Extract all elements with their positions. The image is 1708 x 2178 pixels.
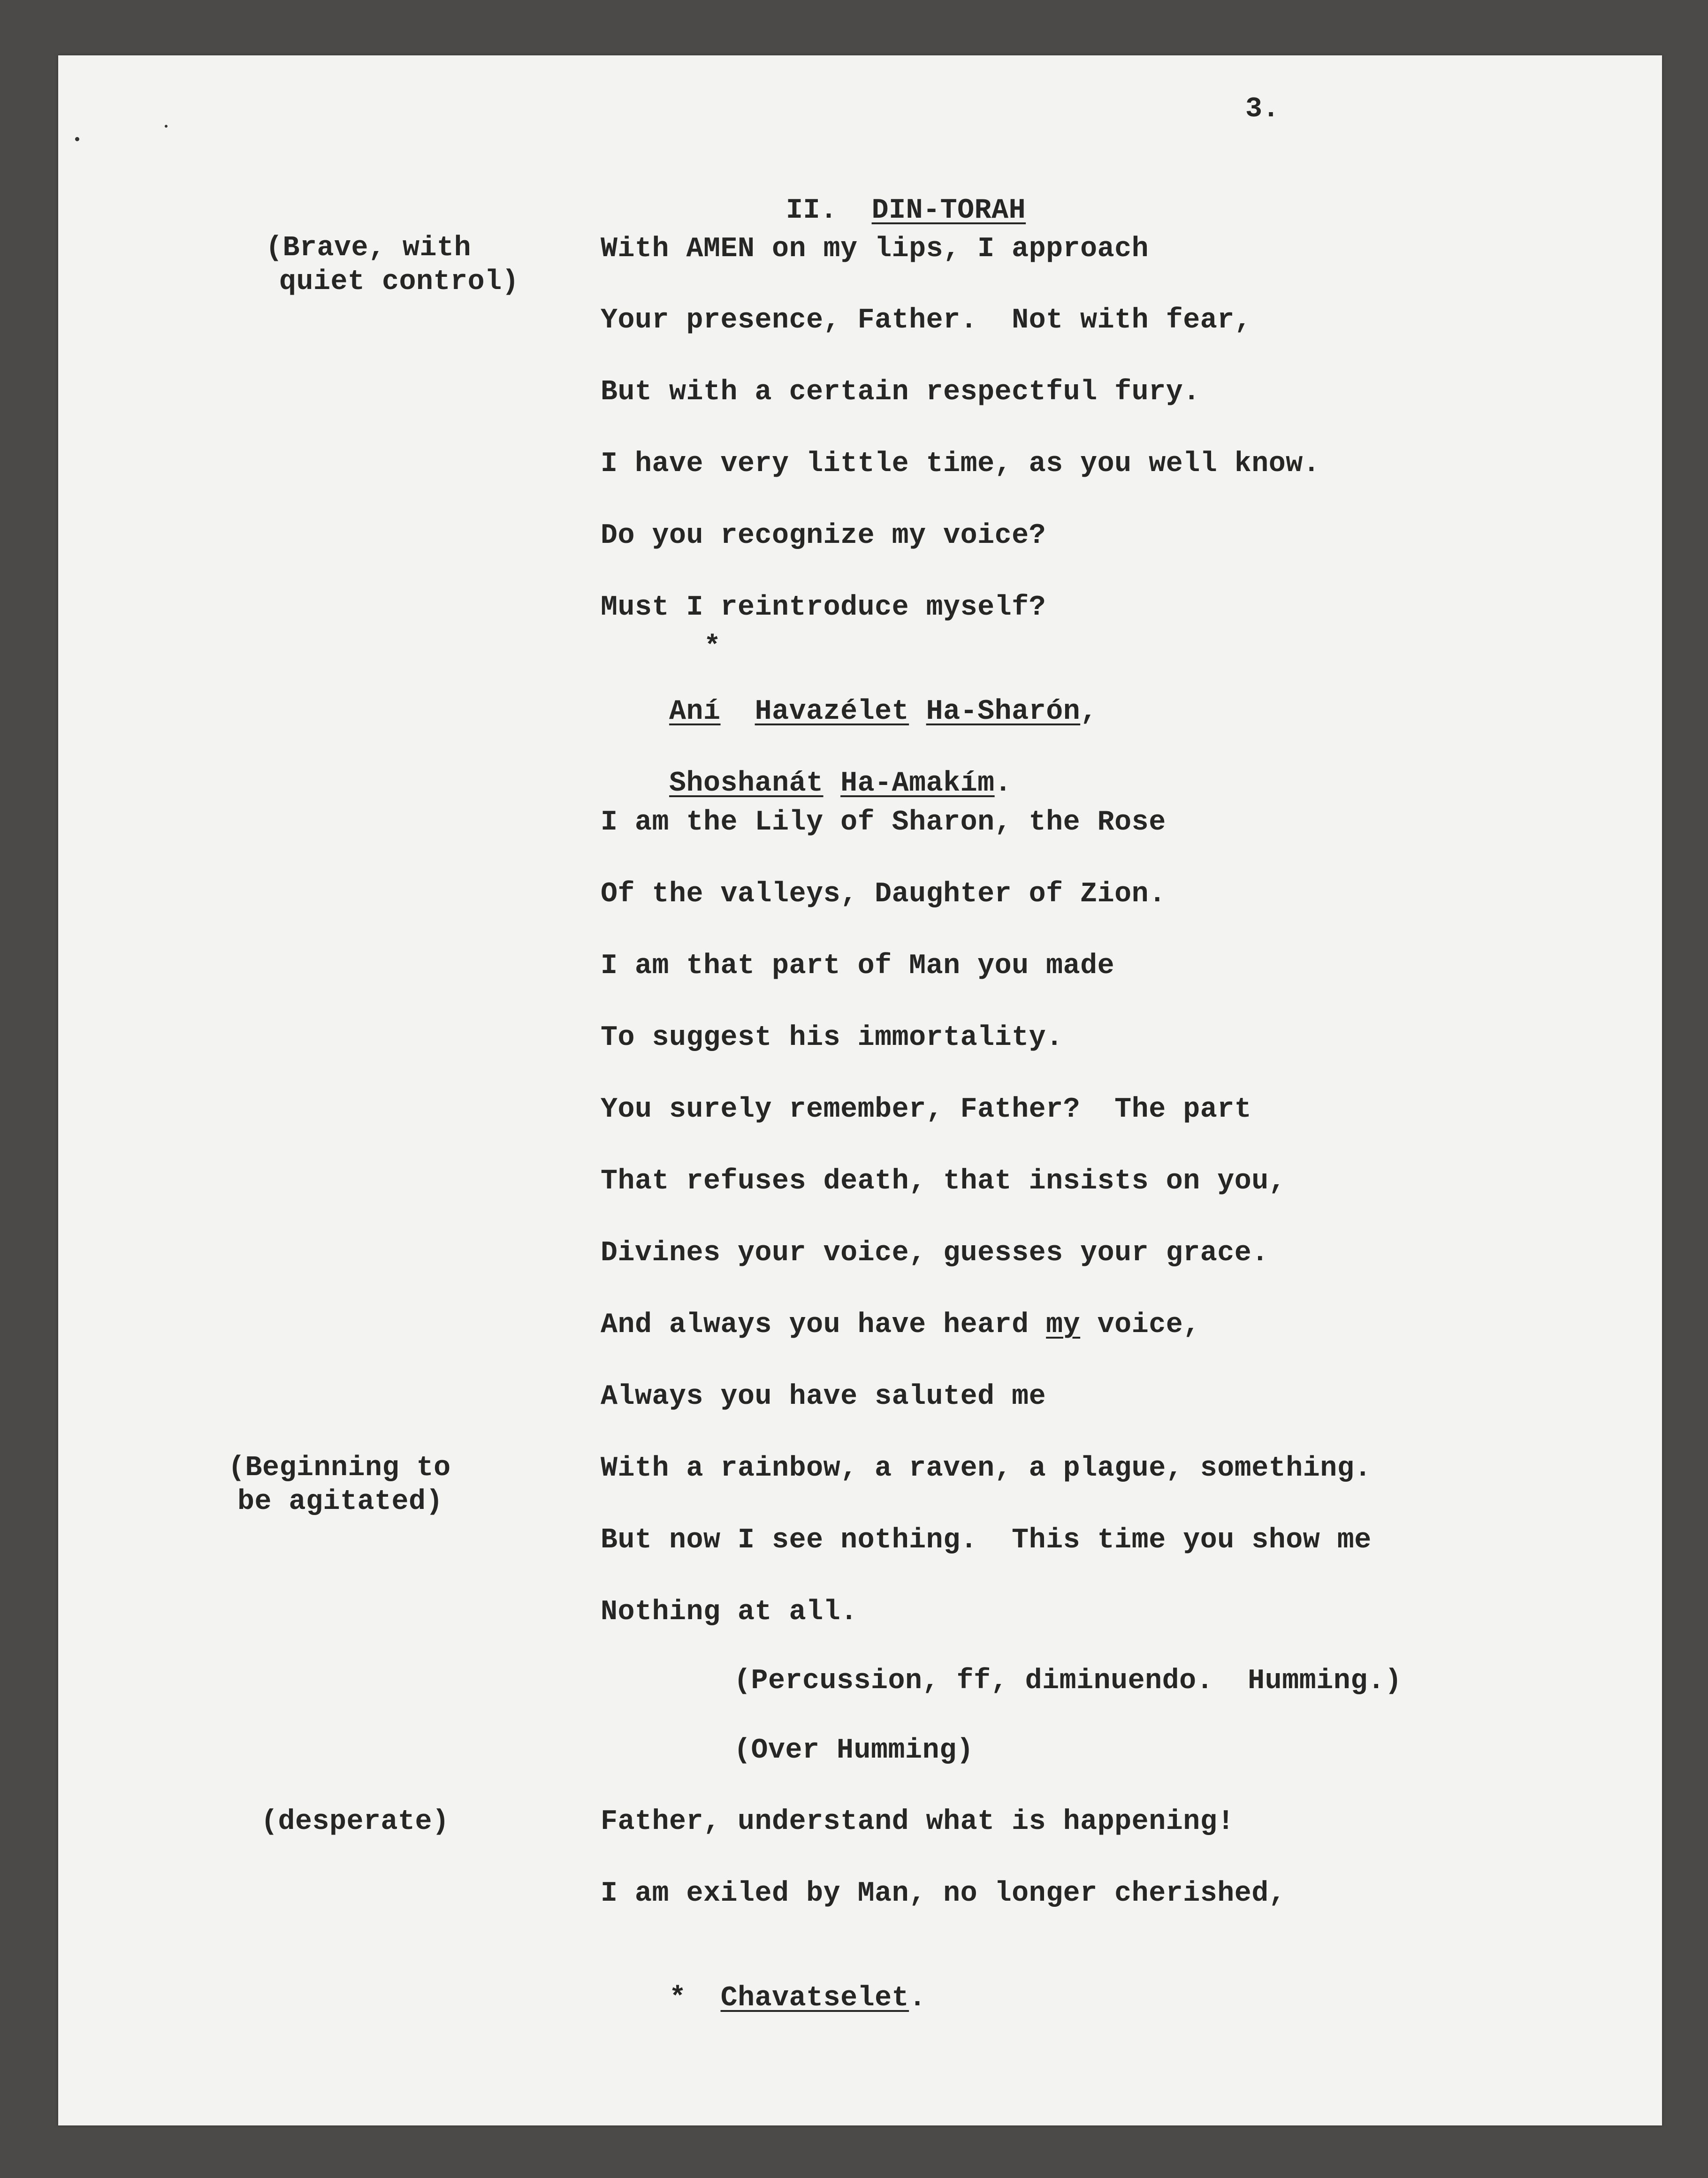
stage-direction-brave-1: (Brave, with: [266, 232, 472, 264]
punctuation: ,: [1080, 696, 1098, 728]
verse-line: Must I reintroduce myself?: [601, 592, 1046, 624]
hebrew-word: Aní: [669, 696, 721, 728]
footnote-asterisk-mark: *: [704, 631, 721, 663]
emphasized-word: my: [1046, 1309, 1081, 1341]
hebrew-word: Ha-Amakím: [840, 768, 995, 800]
verse-line: Divines your voice, guesses your grace.: [601, 1237, 1269, 1269]
typed-page: [58, 55, 1662, 2125]
verse-line: But with a certain respectful fury.: [601, 376, 1200, 408]
hebrew-word: Ha-Sharón: [926, 696, 1081, 728]
paper-speck: [165, 125, 168, 128]
music-direction: (Over Humming): [734, 1735, 974, 1767]
verse-line: With a rainbow, a raven, a plague, something.: [601, 1453, 1372, 1485]
music-direction: (Percussion, ff, diminuendo. Humming.): [734, 1665, 1402, 1697]
hebrew-word: Havazélet: [755, 696, 909, 728]
verse-line: With AMEN on my lips, I approach: [601, 233, 1149, 265]
verse-line: [601, 1309, 1200, 1341]
footnote-word: Chavatselet: [720, 1982, 909, 2014]
verse-line: But now I see nothing. This time you show me: [601, 1524, 1372, 1556]
footnote: [601, 1949, 926, 2048]
hebrew-word: Shoshanát: [669, 768, 824, 800]
stage-direction-desperate: (desperate): [261, 1806, 450, 1838]
page-number: 3.: [1245, 93, 1280, 125]
punctuation: .: [909, 1982, 926, 2014]
verse-line: I am that part of Man you made: [601, 950, 1115, 982]
punctuation: .: [994, 768, 1012, 800]
stage-direction-brave-2: quiet control): [279, 266, 519, 298]
verse-line: I am the Lily of Sharon, the Rose: [601, 807, 1166, 838]
verse-line: I am exiled by Man, no longer cherished,: [601, 1878, 1286, 1910]
verse-line: Always you have saluted me: [601, 1381, 1046, 1413]
paper-speck: [75, 137, 79, 141]
verse-line: Do you recognize my voice?: [601, 520, 1046, 552]
verse-line: To suggest his immortality.: [601, 1022, 1063, 1054]
stage-direction-agitated-2: be agitated): [237, 1486, 443, 1518]
verse-line: Of the valleys, Daughter of Zion.: [601, 878, 1166, 910]
verse-line: That refuses death, that insists on you,: [601, 1165, 1286, 1197]
verse-line: Nothing at all.: [601, 1596, 858, 1628]
verse-line: You surely remember, Father? The part: [601, 1094, 1252, 1126]
verse-text: And always you have heard: [601, 1309, 1046, 1341]
verse-text: voice,: [1080, 1309, 1200, 1341]
footnote-asterisk: *: [669, 1982, 686, 2014]
stage-direction-agitated-1: (Beginning to: [228, 1452, 451, 1484]
verse-line: I have very little time, as you well know.: [601, 448, 1320, 480]
section-numeral: II.: [786, 195, 838, 227]
section-title: DIN-TORAH: [871, 195, 1026, 227]
verse-line: Father, understand what is happening!: [601, 1806, 1235, 1838]
verse-line: Your presence, Father. Not with fear,: [601, 305, 1252, 336]
